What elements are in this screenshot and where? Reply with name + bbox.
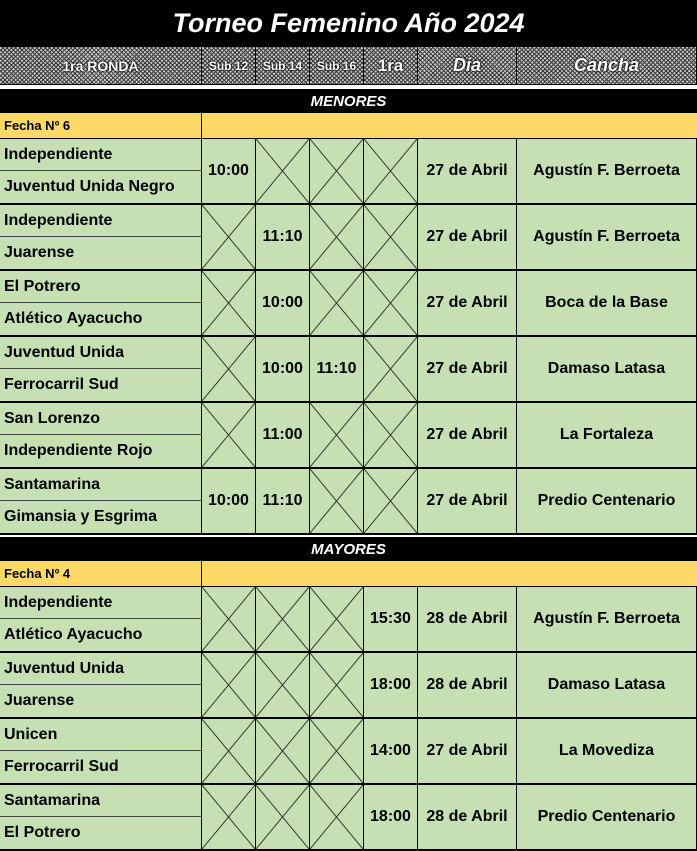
home-team: Independiente	[0, 205, 202, 237]
away-team: Juventud Unida Negro	[4, 178, 175, 195]
primera-empty-cell	[364, 271, 418, 337]
sub12-empty-cell	[202, 587, 256, 653]
table-row	[0, 139, 697, 205]
away-team: Atlético Ayacucho	[4, 310, 143, 327]
cross-mark-icon	[310, 205, 363, 269]
away-team: Ferrocarril Sud	[4, 758, 119, 775]
home-team: Santamarina	[0, 785, 202, 817]
table-row	[0, 205, 697, 271]
cross-mark-icon	[202, 205, 255, 269]
table-row	[0, 337, 697, 403]
cross-mark-icon	[202, 587, 255, 651]
cross-mark-icon	[310, 587, 363, 651]
cancha-cell: Predio Centenario	[517, 785, 697, 851]
table-row	[0, 785, 697, 851]
header-dia: Dia	[418, 47, 517, 85]
sub12-empty-cell	[202, 403, 256, 469]
cross-mark-icon	[256, 587, 309, 651]
fecha-label: Fecha Nº 6	[0, 113, 202, 138]
table-row	[0, 719, 697, 785]
teams-cell	[0, 205, 202, 271]
section-mayores: MAYORES	[0, 537, 697, 561]
sub16-empty-cell	[310, 785, 364, 851]
away-team: Juarense	[4, 692, 75, 709]
sub14-empty-cell	[256, 139, 310, 205]
sub12-cell: 10:00	[202, 469, 256, 535]
sub16-cell: 11:10	[310, 337, 364, 403]
primera-cell: 15:30	[364, 587, 418, 653]
sub14-empty-cell	[256, 587, 310, 653]
cross-mark-icon	[256, 719, 309, 783]
home-team: Independiente	[0, 139, 202, 171]
teams-cell	[0, 785, 202, 851]
sub16-empty-cell	[310, 403, 364, 469]
section-menores: MENORES	[0, 89, 697, 113]
teams-cell	[0, 719, 202, 785]
teams-cell	[0, 337, 202, 403]
cross-mark-icon	[256, 139, 309, 203]
cross-mark-icon	[364, 139, 417, 203]
dia-cell: 27 de Abril	[418, 139, 517, 205]
cancha-cell: Predio Centenario	[517, 469, 697, 535]
cross-mark-icon	[310, 653, 363, 717]
cross-mark-icon	[364, 271, 417, 335]
primera-cell: 18:00	[364, 785, 418, 851]
cross-mark-icon	[202, 719, 255, 783]
home-team: Santamarina	[0, 469, 202, 501]
table-row	[0, 271, 697, 337]
table-row	[0, 653, 697, 719]
teams-cell	[0, 653, 202, 719]
header-primera: 1ra	[364, 47, 418, 85]
home-team: Juventud Unida	[0, 653, 202, 685]
cancha-cell: La Fortaleza	[517, 403, 697, 469]
cancha-cell: Agustín F. Berroeta	[517, 139, 697, 205]
cross-mark-icon	[364, 205, 417, 269]
sub14-empty-cell	[256, 653, 310, 719]
sub14-empty-cell	[256, 785, 310, 851]
dia-cell: 27 de Abril	[418, 337, 517, 403]
sub14-cell: 11:10	[256, 469, 310, 535]
fecha-label: Fecha Nº 4	[0, 561, 202, 586]
dia-cell: 28 de Abril	[418, 653, 517, 719]
table-row	[0, 403, 697, 469]
cross-mark-icon	[202, 785, 255, 849]
sub16-empty-cell	[310, 205, 364, 271]
sub14-cell: 11:10	[256, 205, 310, 271]
sub12-empty-cell	[202, 653, 256, 719]
home-team: Unicen	[0, 719, 202, 751]
cross-mark-icon	[202, 271, 255, 335]
sub12-empty-cell	[202, 205, 256, 271]
fecha-mayores	[0, 561, 697, 587]
sub12-empty-cell	[202, 271, 256, 337]
sub12-empty-cell	[202, 337, 256, 403]
header-sub14: Sub 14	[256, 47, 310, 85]
away-team: Ferrocarril Sud	[4, 376, 119, 393]
sub14-cell: 10:00	[256, 271, 310, 337]
away-team: El Potrero	[4, 824, 81, 841]
dia-cell: 27 de Abril	[418, 271, 517, 337]
sub16-empty-cell	[310, 139, 364, 205]
cross-mark-icon	[202, 653, 255, 717]
cancha-cell: La Movediza	[517, 719, 697, 785]
dia-cell: 27 de Abril	[418, 403, 517, 469]
cross-mark-icon	[364, 337, 417, 401]
sub16-empty-cell	[310, 719, 364, 785]
cross-mark-icon	[364, 469, 417, 533]
dia-cell: 27 de Abril	[418, 719, 517, 785]
cancha-cell: Boca de la Base	[517, 271, 697, 337]
header-cancha: Cancha	[517, 47, 697, 85]
primera-empty-cell	[364, 205, 418, 271]
away-team: Independiente Rojo	[4, 442, 153, 459]
cross-mark-icon	[310, 139, 363, 203]
page-title: Torneo Femenino Año 2024	[0, 0, 697, 47]
primera-cell: 18:00	[364, 653, 418, 719]
sub12-empty-cell	[202, 719, 256, 785]
primera-empty-cell	[364, 403, 418, 469]
dia-cell: 27 de Abril	[418, 205, 517, 271]
dia-cell: 27 de Abril	[418, 469, 517, 535]
cancha-cell: Damaso Latasa	[517, 653, 697, 719]
primera-empty-cell	[364, 337, 418, 403]
header-sub16: Sub 16	[310, 47, 364, 85]
home-team: San Lorenzo	[0, 403, 202, 435]
away-team: Atlético Ayacucho	[4, 626, 143, 643]
cross-mark-icon	[202, 337, 255, 401]
table-row	[0, 469, 697, 535]
away-team: Gimansia y Esgrima	[4, 508, 157, 525]
home-team: Juventud Unida	[0, 337, 202, 369]
cross-mark-icon	[256, 653, 309, 717]
sub14-empty-cell	[256, 719, 310, 785]
sub14-cell: 11:00	[256, 403, 310, 469]
teams-cell	[0, 403, 202, 469]
header-ronda: 1ra RONDA	[0, 47, 202, 85]
teams-cell	[0, 139, 202, 205]
fecha-menores	[0, 113, 697, 139]
primera-cell: 14:00	[364, 719, 418, 785]
sub14-cell: 10:00	[256, 337, 310, 403]
header-sub12: Sub 12	[202, 47, 256, 85]
sub16-empty-cell	[310, 653, 364, 719]
cancha-cell: Damaso Latasa	[517, 337, 697, 403]
cross-mark-icon	[364, 403, 417, 467]
cross-mark-icon	[310, 469, 363, 533]
cross-mark-icon	[310, 271, 363, 335]
teams-cell	[0, 587, 202, 653]
cross-mark-icon	[256, 785, 309, 849]
primera-empty-cell	[364, 469, 418, 535]
sub12-cell: 10:00	[202, 139, 256, 205]
dia-cell: 28 de Abril	[418, 785, 517, 851]
sub16-empty-cell	[310, 469, 364, 535]
dia-cell: 28 de Abril	[418, 587, 517, 653]
table-row	[0, 587, 697, 653]
cancha-cell: Agustín F. Berroeta	[517, 205, 697, 271]
home-team: Independiente	[0, 587, 202, 619]
sub12-empty-cell	[202, 785, 256, 851]
primera-empty-cell	[364, 139, 418, 205]
away-team: Juarense	[4, 244, 75, 261]
teams-cell	[0, 271, 202, 337]
cross-mark-icon	[310, 785, 363, 849]
teams-cell	[0, 469, 202, 535]
sub16-empty-cell	[310, 587, 364, 653]
cross-mark-icon	[310, 719, 363, 783]
cross-mark-icon	[202, 403, 255, 467]
sub16-empty-cell	[310, 271, 364, 337]
cross-mark-icon	[310, 403, 363, 467]
home-team: El Potrero	[0, 271, 202, 303]
cancha-cell: Agustín F. Berroeta	[517, 587, 697, 653]
